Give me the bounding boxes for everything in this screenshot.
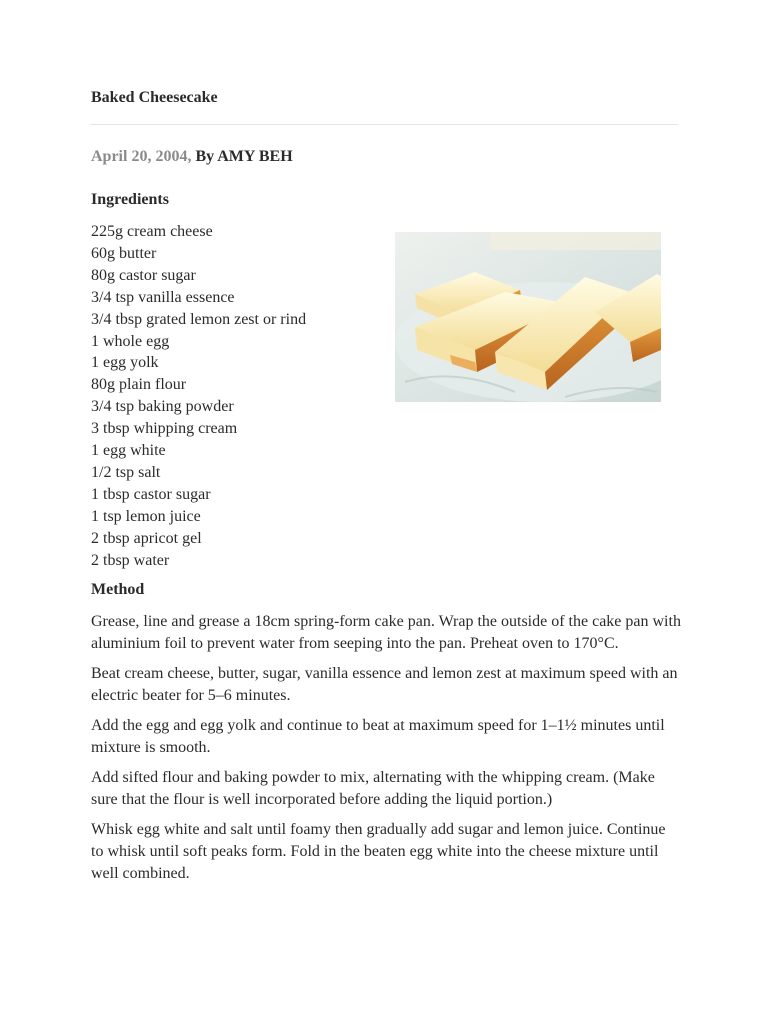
plate-rim-highlight bbox=[490, 232, 661, 250]
method-step: Add the egg and egg yolk and continue to beat at maximum speed for 1–1½ minutes until mixture is smooth. bbox=[91, 717, 665, 756]
byline bbox=[91, 146, 293, 168]
ingredient-item: 1 tsp lemon juice bbox=[91, 507, 201, 525]
method-step: Whisk egg white and salt until foamy then gradually add sugar and lemon juice. Continue to whisk until soft peaks form. Fold in the beaten egg white into the cheese mixture until well combined. bbox=[91, 821, 666, 882]
method-steps bbox=[91, 611, 681, 893]
method-heading: Method bbox=[91, 581, 145, 598]
ingredients-heading: Ingredients bbox=[91, 191, 169, 208]
ingredient-item: 3 tbsp whipping cream bbox=[91, 420, 238, 438]
ingredient-item: 2 tbsp water bbox=[91, 551, 170, 569]
page-title: Baked Cheesecake bbox=[91, 89, 218, 106]
ingredients-list bbox=[91, 221, 306, 572]
method-step: Add sifted flour and baking powder to mix, alternating with the whipping cream. (Make sure that the flour is well incorporated before adding the liquid portion.) bbox=[91, 769, 655, 808]
cheesecake-photo bbox=[395, 232, 661, 402]
publish-date: April 20, 2004, bbox=[91, 148, 192, 165]
ingredient-item: 3/4 tbsp grated lemon zest or rind bbox=[91, 310, 307, 328]
ingredient-item: 3/4 tsp baking powder bbox=[91, 398, 234, 416]
author-name: By AMY BEH bbox=[195, 148, 293, 165]
ingredient-item: 1 whole egg bbox=[91, 332, 170, 350]
ingredient-item: 1/2 tsp salt bbox=[91, 463, 161, 481]
ingredient-item: 60g butter bbox=[91, 244, 157, 262]
ingredient-item: 2 tbsp apricot gel bbox=[91, 529, 202, 547]
ingredient-item: 1 tbsp castor sugar bbox=[91, 485, 211, 503]
ingredient-item: 3/4 tsp vanilla essence bbox=[91, 288, 235, 306]
cheesecake-illustration bbox=[395, 232, 661, 402]
ingredient-item: 80g plain flour bbox=[91, 376, 187, 394]
method-step: Grease, line and grease a 18cm spring-form cake pan. Wrap the outside of the cake pan with aluminium foil to prevent water from seeping into the pan. Preheat oven to 170°C. bbox=[91, 613, 681, 652]
ingredient-item: 225g cream cheese bbox=[91, 223, 213, 240]
ingredient-item: 80g castor sugar bbox=[91, 266, 196, 284]
ingredient-item: 1 egg yolk bbox=[91, 354, 159, 372]
ingredient-item: 1 egg white bbox=[91, 442, 166, 460]
title-divider bbox=[91, 124, 678, 125]
method-step: Beat cream cheese, butter, sugar, vanilla essence and lemon zest at maximum speed with an electric beater for 5–6 minutes. bbox=[91, 665, 678, 704]
